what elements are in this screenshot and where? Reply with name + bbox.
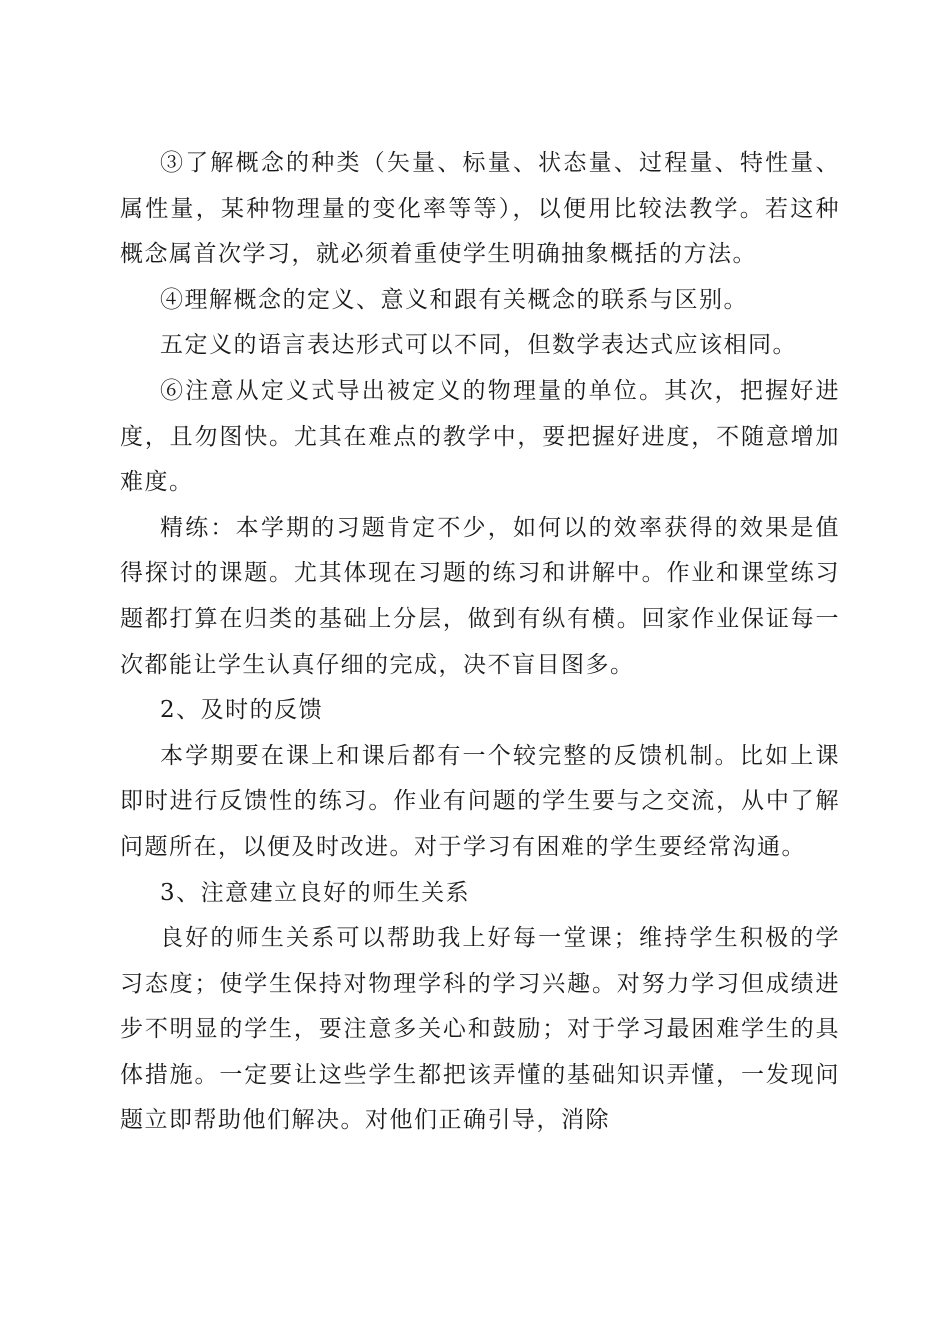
section-heading-feedback: 2、及时的反馈 — [160, 697, 324, 724]
paragraph-concept-definition: ④理解概念的定义、意义和跟有关概念的联系与区别。 — [160, 286, 748, 313]
paragraph-concept-types: ③了解概念的种类（矢量、标量、状态量、过程量、特性量、属性量，某种物理量的变化率等等），以便用比较法教学。若这种概念属首次学习，就必须着重使学生明确抽象概括的方法。 — [120, 150, 840, 268]
paragraph-practice: 精练：本学期的习题肯定不少，如何以的效率获得的效果是值得探讨的课题。尤其体现在习题的练习和讲解中。作业和课堂练习题都打算在归类的基础上分层，做到有纵有横。回家作业保证每一次都能让学生认真仔细的完成，决不盲目图多。 — [120, 514, 840, 678]
paragraph-feedback: 本学期要在课上和课后都有一个较完整的反馈机制。比如上课即时进行反馈性的练习。作业有问题的学生要与之交流，从中了解问题所在，以便及时改进。对于学习有困难的学生要经常沟通。 — [120, 742, 840, 860]
document-body — [120, 141, 840, 1144]
paragraph-relationship: 良好的师生关系可以帮助我上好每一堂课；维持学生积极的学习态度；使学生保持对物理学科的学习兴趣。对努力学习但成绩进步不明显的学生，要注意多关心和鼓励；对于学习最困难学生的具体措施。一定要让这些学生都把该弄懂的基础知识弄懂，一发现问题立即帮助他们解决。对他们正确引导，消除 — [120, 925, 840, 1134]
paragraph-units-and-pace: ⑥注意从定义式导出被定义的物理量的单位。其次，把握好进度，且勿图快。尤其在难点的教学中，要把握好进度，不随意增加难度。 — [120, 377, 840, 496]
section-heading-relationship: 3、注意建立良好的师生关系 — [160, 879, 471, 906]
paragraph-expression-forms: 五定义的语言表达形式可以不同，但数学表达式应该相同。 — [160, 332, 797, 359]
